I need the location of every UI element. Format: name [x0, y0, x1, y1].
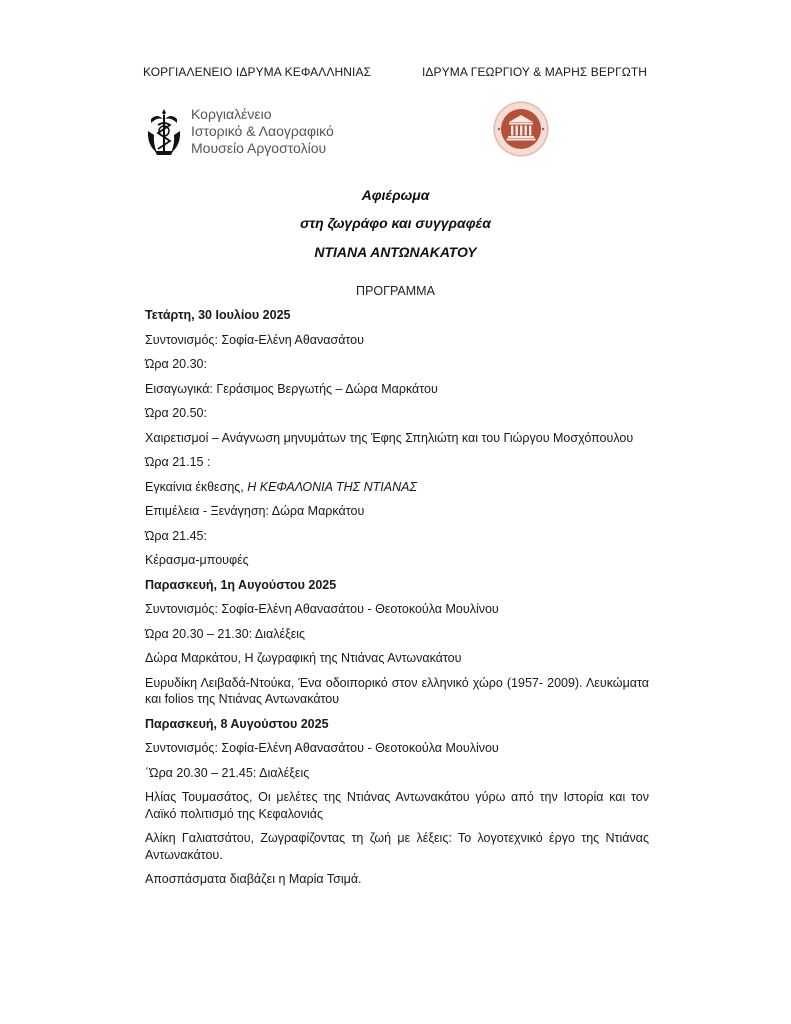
program-line: Ευρυδίκη Λειβαδά-Ντούκα, Ένα οδοιπορικό στον ελληνικό χώρο (1957- 2009). Λευκώματα και folios της Ντιάνας Αντωνακάτου	[145, 675, 649, 706]
museum-logo	[145, 102, 355, 160]
program-line: Ώρα 20.30:	[145, 357, 207, 371]
caduceus-emblem-icon	[145, 105, 183, 157]
program-line: Χαιρετισμοί – Ανάγνωση μηνυμάτων της Έφης Σπηλιώτη και του Γιώργου Μοσχόπουλου	[145, 430, 634, 445]
museum-logo-text	[191, 106, 334, 157]
program-line: Δώρα Μαρκάτου, Η ζωγραφική της Ντιάνας Αντωνακάτου	[145, 651, 462, 665]
program-body	[145, 307, 649, 896]
program-line: Επιμέλεια - Ξενάγηση: Δώρα Μαρκάτου	[145, 504, 365, 518]
title-subtitle: στη ζωγράφο και συγγραφέα	[300, 215, 491, 231]
header-right-organization: ΙΔΡΥΜΑ ΓΕΩΡΓΙΟΥ & ΜΑΡΗΣ ΒΕΡΓΩΤΗ	[422, 65, 648, 79]
day-heading: Παρασκευή, 8 Αυγούστου 2025	[145, 716, 329, 731]
program-line: Συντονισμός: Σοφία-Ελένη Αθανασάτου - Θεοτοκούλα Μουλίνου	[145, 741, 499, 755]
day-heading: Τετάρτη, 30 Ιουλίου 2025	[145, 308, 291, 322]
day-heading: Παρασκευή, 1η Αυγούστου 2025	[145, 577, 337, 592]
program-line: Κέρασμα-μπουφές	[145, 553, 249, 567]
program-line: Συντονισμός: Σοφία-Ελένη Αθανασάτου - Θεοτοκούλα Μουλίνου	[145, 602, 499, 616]
program-line: Αποσπάσματα διαβάζει η Μαρία Τσιμά.	[145, 872, 362, 886]
museum-logo-line: Μουσείο Αργοστολίου	[191, 139, 327, 156]
title-honoree-name: ΝΤΙΑΝΑ ΑΝΤΩΝΑΚΑΤΟΥ	[314, 244, 477, 260]
exhibition-prefix: Εγκαίνια έκθεσης,	[145, 479, 248, 494]
program-heading: ΠΡΟΓΡΑΜΜΑ	[356, 284, 435, 298]
temple-seal-icon	[492, 100, 550, 158]
museum-logo-line: Ιστορικό & Λαογραφικό	[191, 122, 334, 139]
program-line: Ώρα 20.30 – 21.30: Διαλέξεις	[145, 626, 306, 641]
exhibition-line	[145, 479, 649, 496]
program-line: Ώρα 21.45:	[145, 528, 207, 543]
program-line: Ώρα 21.15 :	[145, 455, 211, 469]
exhibition-title: Η ΚΕΦΑΛΟΝΙΑ ΤΗΣ ΝΤΙΑΝΑΣ	[247, 479, 417, 494]
program-line: Εισαγωγικά: Γεράσιμος Βεργωτής – Δώρα Μαρκάτου	[145, 381, 438, 396]
program-line: Ώρα 20.50:	[145, 406, 207, 420]
program-line: Ηλίας Τουμασάτος, Οι μελέτες της Ντιάνας Αντωνακάτου γύρω από την Ιστορία και τον Λαϊκό πολιτισμό της Κεφαλονιάς	[145, 790, 649, 821]
program-line: Συντονισμός: Σοφία-Ελένη Αθανασάτου	[145, 332, 364, 347]
program-line: Αλίκη Γαλιατσάτου, Ζωγραφίζοντας τη ζωή με λέξεις: Το λογοτεχνικό έργο της Ντιάνας Αντωνακάτου.	[145, 831, 649, 862]
title-dedication: Αφιέρωμα	[361, 187, 430, 203]
header-left-organization: ΚΟΡΓΙΑΛΕΝΕΙΟ ΙΔΡΥΜΑ ΚΕΦΑΛΛΗΝΙΑΣ	[143, 65, 372, 79]
museum-logo-line: Κοργιαλένειο	[191, 105, 272, 122]
program-line: ΄Ώρα 20.30 – 21.45: Διαλέξεις	[145, 765, 310, 780]
